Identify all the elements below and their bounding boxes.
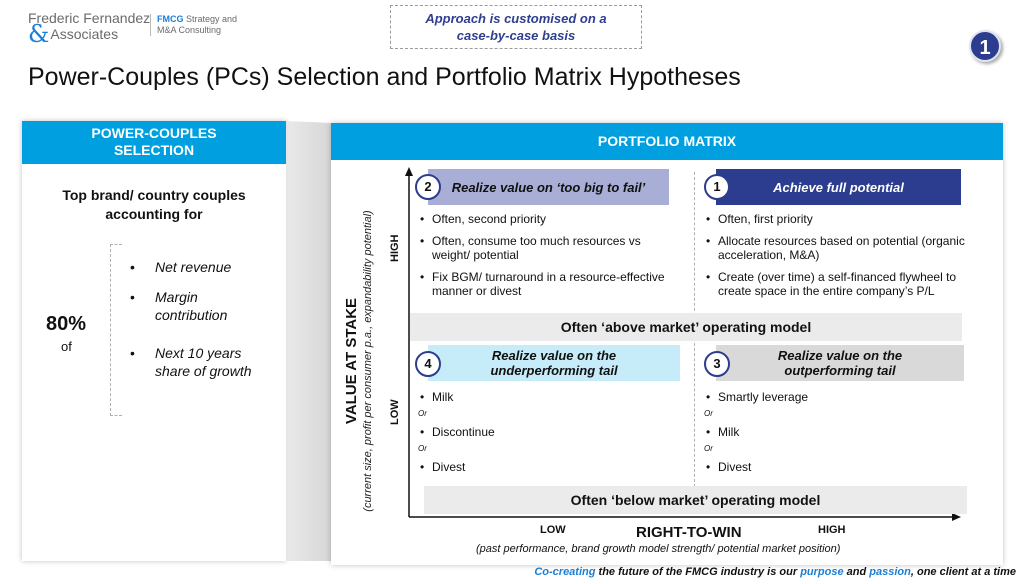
quadrant-2-item: • Often, second priority (418, 212, 680, 226)
x-axis-subtitle: (past performance, brand growth model strength/ potential market position) (476, 543, 841, 555)
quadrant-3-title-line1: Realize value on the (777, 348, 903, 363)
criteria-item: • Net revenue (130, 258, 270, 276)
logo-tag-line2: M&A Consulting (157, 25, 222, 35)
x-axis-low: LOW (540, 524, 566, 536)
footer-part3: purpose (800, 566, 844, 578)
y-axis-subtitle: (current size, profit per consumer p.a., expandability potential) (362, 210, 374, 512)
quadrant-4-item: • Discontinue (418, 425, 680, 439)
footer-part5: passion (869, 566, 911, 578)
quadrant-4-item: • Divest (418, 460, 680, 474)
criteria-list (130, 258, 270, 392)
quadrant-3-number: 3 (704, 351, 730, 377)
quadrant-1-item: • Create (over time) a self-financed flywheel to create space in the entire company’s P/L (704, 270, 990, 298)
logo-tag-line1: Strategy and (183, 14, 238, 24)
quadrant-3-or: Or (704, 444, 713, 453)
quadrant-3-item: • Smartly leverage (704, 390, 984, 404)
quadrant-3-list (704, 390, 984, 482)
criteria-item: • Margin contribution (130, 288, 270, 324)
quadrant-1-item: • Often, first priority (704, 212, 990, 226)
quadrant-2-item: • Often, consume too much resources vs weight/ potential (418, 234, 680, 262)
quadrant-4-title-box (428, 345, 680, 381)
page-title: Power-Couples (PCs) Selection and Portfolio Matrix Hypotheses (28, 63, 741, 91)
quadrant-4-item: • Milk (418, 390, 680, 404)
quadrant-4-title-line1: Realize value on the (491, 348, 617, 363)
quadrant-3-title-box (716, 345, 964, 381)
approach-line2: case-by-case basis (456, 28, 576, 43)
footer-part4: and (843, 566, 870, 578)
criteria-item: • Next 10 years share of growth (130, 344, 270, 380)
footer-part2: the future of the FMCG industry is our (595, 566, 801, 578)
portfolio-matrix-header: PORTFOLIO MATRIX (331, 123, 1003, 160)
power-couples-header (22, 121, 286, 164)
quadrant-4-title-line2: underperforming tail (490, 363, 618, 378)
logo-fmcg: FMCG (157, 14, 184, 24)
quadrant-4-list (418, 390, 680, 482)
footer-part6: , one client at a time (910, 566, 1016, 578)
funnel-connector (286, 121, 332, 561)
approach-note (390, 5, 642, 49)
quadrant-4-or: Or (418, 444, 427, 453)
footer-part1: Co-creating (534, 566, 596, 578)
quadrant-3-item: • Divest (704, 460, 984, 474)
x-axis-title: RIGHT-TO-WIN (636, 524, 742, 541)
bracket-divider (110, 244, 122, 416)
footer-tagline (534, 566, 1016, 578)
above-market-band: Often ‘above market’ operating model (410, 313, 962, 341)
below-market-band: Often ‘below market’ operating model (424, 486, 967, 514)
quadrant-1-item: • Allocate resources based on potential (organic acceleration, M&A) (704, 234, 990, 262)
logo-name-line1: Frederic Fernandez (28, 10, 151, 26)
percent-value: 80% (46, 313, 87, 335)
quadrant-1-number: 1 (704, 174, 730, 200)
approach-line1: Approach is customised on a (425, 11, 607, 26)
quadrant-1-title: Achieve full potential (773, 179, 904, 195)
quadrant-1-list (704, 212, 990, 306)
power-couples-header-line2: SELECTION (113, 142, 195, 158)
power-couples-description (22, 186, 286, 224)
quadrant-2-list (418, 212, 680, 306)
logo-tagline (150, 14, 237, 36)
x-axis-high: HIGH (818, 524, 846, 536)
quadrant-2-title: Realize value on ‘too big to fail’ (451, 179, 646, 195)
y-axis-title: VALUE AT STAKE (343, 297, 360, 425)
description-line1: Top brand/ country couples (62, 187, 246, 203)
quadrant-2-item: • Fix BGM/ turnaround in a resource-effective manner or divest (418, 270, 680, 298)
quadrant-4-or: Or (418, 409, 427, 418)
company-logo (28, 10, 151, 48)
quadrant-3-title-line2: outperforming tail (784, 363, 896, 378)
power-couples-header-line1: POWER-COUPLES (91, 125, 217, 141)
y-axis-low: LOW (389, 399, 401, 425)
quadrant-3-item: • Milk (704, 425, 984, 439)
quadrant-1-title-box (716, 169, 961, 205)
description-line2: accounting for (105, 206, 203, 222)
of-label: of (61, 339, 72, 354)
y-axis-label (343, 191, 375, 531)
quadrant-4-number: 4 (415, 351, 441, 377)
page-number-badge: 1 (969, 30, 1001, 62)
quadrant-2-title-box (428, 169, 669, 205)
logo-name-line2: Associates (50, 26, 119, 42)
quadrant-2-number: 2 (415, 174, 441, 200)
quadrant-3-or: Or (704, 409, 713, 418)
logo-ampersand: & (28, 20, 50, 48)
y-axis-high: HIGH (389, 234, 401, 262)
